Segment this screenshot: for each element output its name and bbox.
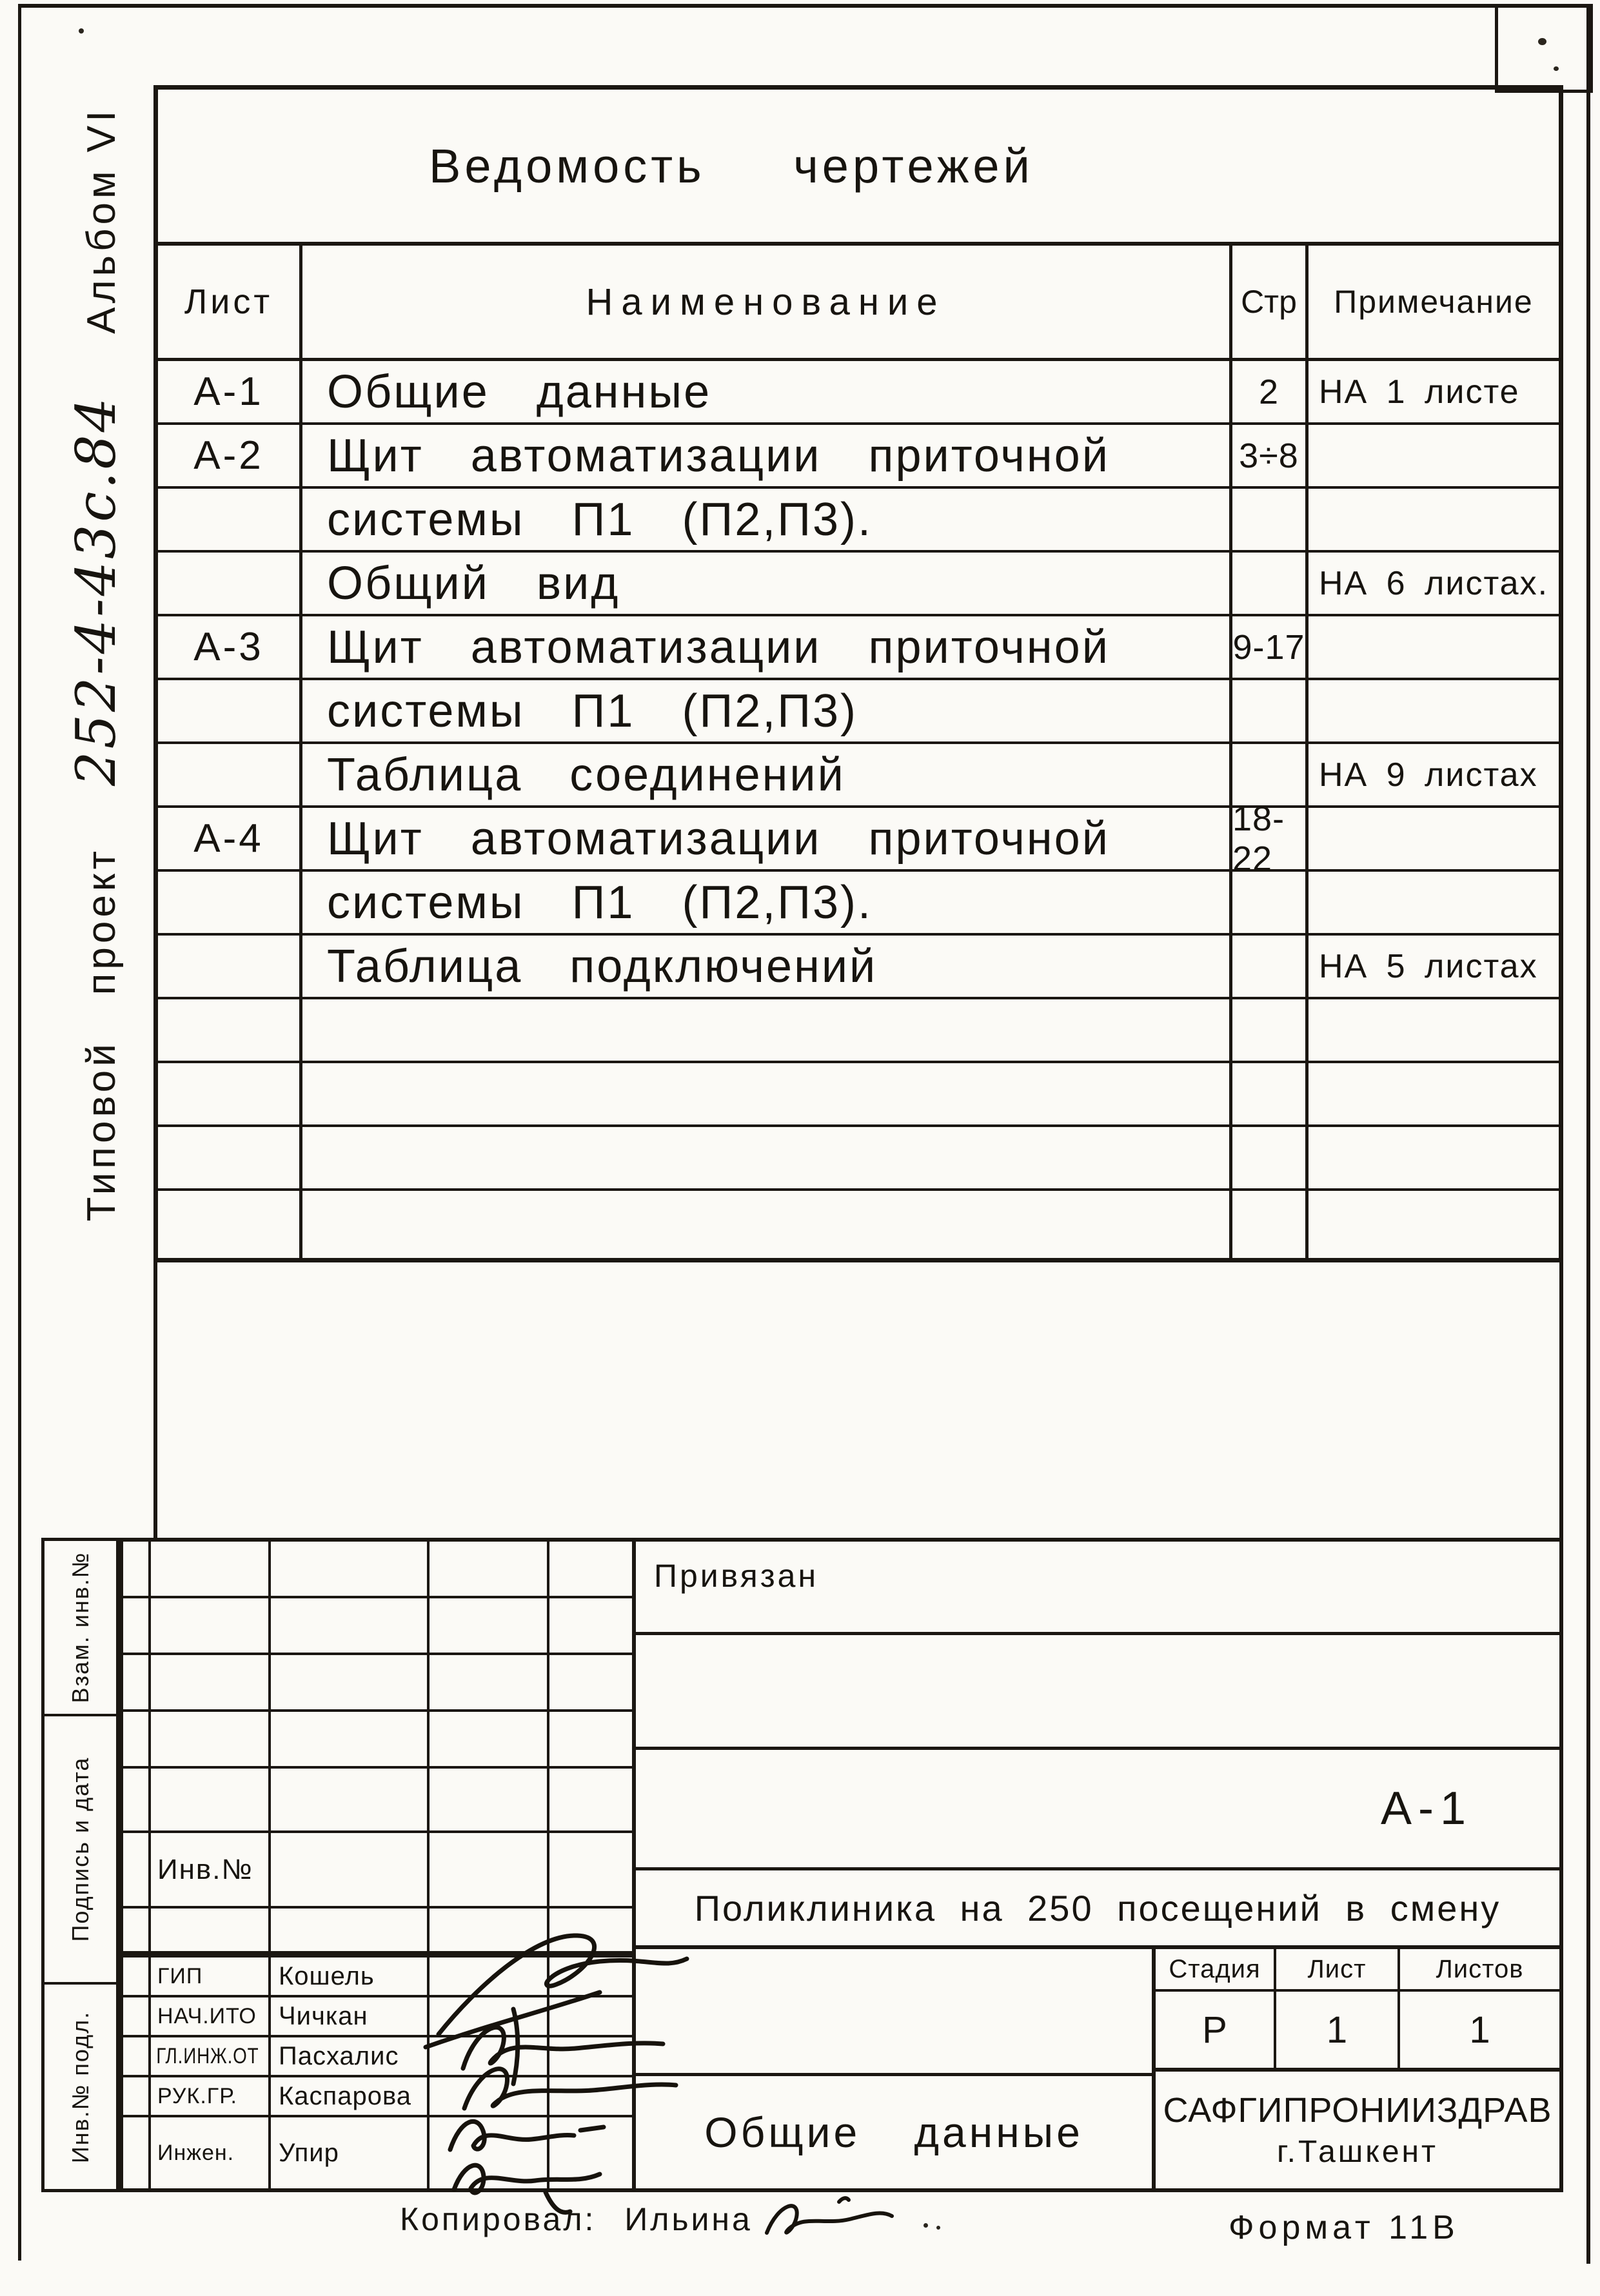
frame-band-left <box>153 1262 157 1540</box>
register-cell-name: Щит автоматизации приточной <box>302 808 1232 869</box>
register-cell-note <box>1309 999 1559 1061</box>
register-cell-note: НА 9 листах <box>1319 756 1538 794</box>
signature-chichkan <box>463 2027 663 2068</box>
signature-role-cell <box>151 2077 271 2115</box>
signature-name: Кошель <box>279 1961 375 1990</box>
register-cell-page <box>1232 1127 1309 1188</box>
register-col-sheet: Лист <box>158 246 302 358</box>
stamp-grid-cell <box>123 1997 151 2035</box>
project-number-text: 252-4-43с.84 <box>64 395 128 786</box>
register-cell-page <box>1232 1063 1309 1124</box>
empty-cell <box>636 1635 1559 1750</box>
register-cell-note <box>1309 680 1559 741</box>
strip-cell-inv <box>44 1985 116 2189</box>
register-row <box>158 872 1559 936</box>
stamp-grid-cell <box>549 1542 632 1596</box>
title-block <box>119 1538 1563 2192</box>
register-cell-note <box>1309 1063 1559 1124</box>
register-cell-sheet: А-2 <box>158 425 302 486</box>
signature-koshel <box>439 1936 687 2034</box>
stamp-grid-cell <box>123 1712 151 1766</box>
stamp-grid-cell <box>549 1655 632 1709</box>
stamp-grid-row <box>123 1655 632 1712</box>
register-cell-sheet <box>158 680 302 741</box>
register-cell-page: 9-17 <box>1232 616 1309 678</box>
copied-by <box>400 2201 753 2238</box>
register-header-row <box>158 246 1559 361</box>
stamp-grid-cell <box>271 1712 430 1766</box>
scan-speck <box>1554 66 1559 71</box>
stamp-grid-cell <box>151 1655 271 1709</box>
signature-role-cell <box>151 2117 271 2188</box>
stamp-grid-cell <box>123 1655 151 1709</box>
signature-name: Упир <box>279 2138 339 2167</box>
signature-role: НАЧ.ИТО <box>157 2003 257 2028</box>
register-cell-page <box>1232 872 1309 933</box>
strip-label: Взам. инв.№ <box>66 1551 94 1703</box>
register-cell-name <box>302 1063 1232 1124</box>
register-cell-page: 18-22 <box>1232 808 1309 869</box>
stamp-grid-row <box>123 1712 632 1769</box>
register-cell-note <box>1309 616 1559 678</box>
register-row <box>158 680 1559 744</box>
register-cell-name: системы П1 (П2,П3). <box>302 489 1232 550</box>
register-row <box>158 1191 1559 1258</box>
scan-speck <box>923 2223 928 2228</box>
organization-city: г.Ташкент <box>1276 2135 1439 2169</box>
signature-ilina <box>758 2189 900 2247</box>
register-body <box>158 361 1559 1258</box>
signature-role-cell <box>151 1957 271 1995</box>
register-row <box>158 425 1559 489</box>
register-cell-name <box>302 999 1232 1061</box>
signature-name: Каспарова <box>279 2081 411 2110</box>
strip-cell-podpis <box>44 1716 116 1985</box>
signature-name: Чичкан <box>279 2001 368 2030</box>
stamp-grid-row <box>123 1598 632 1655</box>
project-name: Поликлиника на 250 посещений в смену <box>636 1870 1559 1949</box>
register-cell-sheet: А-3 <box>158 616 302 678</box>
register-cell-note <box>1309 489 1559 550</box>
stamp-grid-cell <box>123 2077 151 2115</box>
stamp-grid-row <box>123 1769 632 1833</box>
stamp-grid-cell <box>549 1769 632 1830</box>
register-cell-note: НА 1 листе <box>1319 373 1520 411</box>
register-cell-sheet <box>158 489 302 550</box>
register-cell-name: Таблица подключений <box>302 936 1232 997</box>
inventory-number-label: Инв.№ <box>157 1853 253 1885</box>
signature-kasparova <box>450 2121 604 2150</box>
signature-role-cell <box>151 2037 271 2075</box>
stamp-grid-cell <box>271 1769 430 1830</box>
register-cell-page <box>1232 936 1309 997</box>
stage-header-stage: Стадия <box>1156 1949 1276 1989</box>
stamp-grid-cell <box>123 2117 151 2188</box>
signature-role-cell <box>151 1997 271 2035</box>
strip-label: Инв.№ подл. <box>66 2010 94 2163</box>
side-project-label <box>37 90 155 1238</box>
register-cell-note: НА 6 листах. <box>1319 564 1549 602</box>
register-cell-name: системы П1 (П2,П3). <box>302 872 1232 933</box>
stage-values-row <box>1156 1992 1559 2072</box>
stamp-grid-cell <box>123 1598 151 1653</box>
stamp-grid-cell <box>430 1769 549 1830</box>
register-cell-page: 2 <box>1232 361 1309 422</box>
stamp-bottom-right <box>1156 1949 1559 2188</box>
register-cell-page: 3÷8 <box>1232 425 1309 486</box>
signature-role: ГЛ.ИНЖ.ОТ <box>156 2043 259 2068</box>
scan-speck <box>936 2226 940 2230</box>
register-cell-name <box>302 1191 1232 1258</box>
register-row <box>158 361 1559 425</box>
register-row <box>158 616 1559 680</box>
format-label: Формат 11В <box>1229 2209 1459 2246</box>
register-row <box>158 553 1559 616</box>
stamp-grid-cell <box>123 1908 151 1951</box>
register-cell-note <box>1309 808 1559 869</box>
stamp-grid-cell <box>430 1598 549 1653</box>
register-cell-page <box>1232 489 1309 550</box>
stamp-grid-cell <box>123 1957 151 1995</box>
register-cell-note <box>1309 1191 1559 1258</box>
stamp-grid-cell <box>430 1655 549 1709</box>
sheet-number-value: 1 <box>1276 1992 1400 2068</box>
copied-by-label: Копировал: <box>400 2201 597 2237</box>
register-col-name: Наименование <box>302 246 1232 358</box>
organization-cell <box>1156 2072 1559 2188</box>
drawing-title: Общие данные <box>704 2108 1083 2156</box>
register-cell-sheet <box>158 1191 302 1258</box>
stamp-grid-cell <box>151 1598 271 1653</box>
register-row <box>158 936 1559 999</box>
drawing-register-table <box>153 85 1563 1262</box>
register-cell-sheet: А-1 <box>158 361 302 422</box>
register-cell-name: системы П1 (П2,П3) <box>302 680 1232 741</box>
project-type-text: Типовой <box>79 1040 124 1222</box>
register-row <box>158 999 1559 1063</box>
frame-top-line <box>18 4 1589 8</box>
project-word-text: проект <box>79 847 124 996</box>
stamp-grid-cell <box>151 1833 271 1906</box>
register-cell-name <box>302 1127 1232 1188</box>
register-cell-name: Таблица соединений <box>302 744 1232 805</box>
sheet-count-value: 1 <box>1469 2008 1490 2051</box>
register-cell-sheet <box>158 553 302 614</box>
stamp-grid-cell <box>271 1655 430 1709</box>
signatures-overlay <box>387 1889 813 2237</box>
stamp-strip <box>41 1538 119 2192</box>
register-cell-note <box>1309 425 1559 486</box>
register-col-note: Примечание <box>1334 284 1534 320</box>
stamp-grid-cell <box>430 1712 549 1766</box>
register-cell-sheet <box>158 1127 302 1188</box>
stamp-grid-cell <box>123 1833 151 1906</box>
register-cell-name: Общий вид <box>302 553 1232 614</box>
stamp-grid-cell <box>123 1542 151 1596</box>
binding-status: Привязан <box>636 1542 1559 1635</box>
register-cell-page <box>1232 1191 1309 1258</box>
stamp-grid-cell <box>151 1542 271 1596</box>
register-cell-sheet <box>158 1063 302 1124</box>
stage-header-sheets: Листов <box>1436 1954 1524 1983</box>
register-row <box>158 489 1559 553</box>
signature-name: Пасхалис <box>279 2041 399 2070</box>
stamp-grid-cell <box>123 1769 151 1830</box>
sheet-code: А-1 <box>636 1750 1559 1870</box>
register-cell-sheet <box>158 872 302 933</box>
register-col-page: Стр <box>1232 246 1309 358</box>
stamp-grid-cell <box>271 1598 430 1653</box>
register-row <box>158 1063 1559 1127</box>
register-row <box>158 799 1559 878</box>
signature-paskhalis <box>464 2069 676 2108</box>
organization-name: САФГИПРОНИИЗДРАВ <box>1163 2091 1552 2130</box>
strip-label: Подпись и дата <box>66 1756 94 1942</box>
register-cell-note <box>1309 1127 1559 1188</box>
signature-role: Инжен. <box>157 2140 235 2165</box>
register-cell-name: Щит автоматизации приточной <box>302 425 1232 486</box>
stamp-grid-row <box>123 1542 632 1598</box>
stamp-grid-cell <box>430 1542 549 1596</box>
stamp-grid-cell <box>271 1542 430 1596</box>
register-cell-page <box>1232 744 1309 805</box>
register-title: Ведомость чертежей <box>158 90 1559 246</box>
strip-cell-vzam <box>44 1541 116 1716</box>
frame-left-line <box>18 4 21 2261</box>
register-cell-page <box>1232 553 1309 614</box>
copied-by-name: Ильина <box>624 2201 753 2237</box>
frame-band-right <box>1559 1262 1563 1540</box>
corner-box <box>1495 4 1593 93</box>
register-cell-sheet <box>158 999 302 1061</box>
signature-role: РУК.ГР. <box>157 2083 237 2108</box>
stamp-grid-cell <box>151 1712 271 1766</box>
stamp-grid-cell <box>151 1908 271 1951</box>
stamp-grid-cell <box>549 1712 632 1766</box>
register-cell-note <box>1309 872 1559 933</box>
scan-speck <box>79 28 84 34</box>
stamp-grid-cell <box>151 1769 271 1830</box>
register-cell-sheet <box>158 744 302 805</box>
register-cell-sheet: А-4 <box>158 808 302 869</box>
register-cell-note: НА 5 листах <box>1319 947 1538 985</box>
scan-speck <box>1538 38 1546 45</box>
register-cell-sheet <box>158 936 302 997</box>
frame-right-line <box>1586 4 1590 2264</box>
stage-header-row <box>1156 1949 1559 1992</box>
register-cell-name: Щит автоматизации приточной <box>302 616 1232 678</box>
stamp-grid-cell <box>549 1598 632 1653</box>
register-cell-page <box>1232 999 1309 1061</box>
signature-role: ГИП <box>157 1963 203 1988</box>
register-row <box>158 744 1559 808</box>
album-text: Альбом VI <box>79 106 124 334</box>
register-cell-name: Общие данные <box>302 361 1232 422</box>
stamp-grid-cell <box>123 2037 151 2075</box>
stage-value: Р <box>1156 1992 1276 2068</box>
stage-header-sheet: Лист <box>1276 1949 1400 1989</box>
register-cell-page <box>1232 680 1309 741</box>
register-row <box>158 1127 1559 1191</box>
